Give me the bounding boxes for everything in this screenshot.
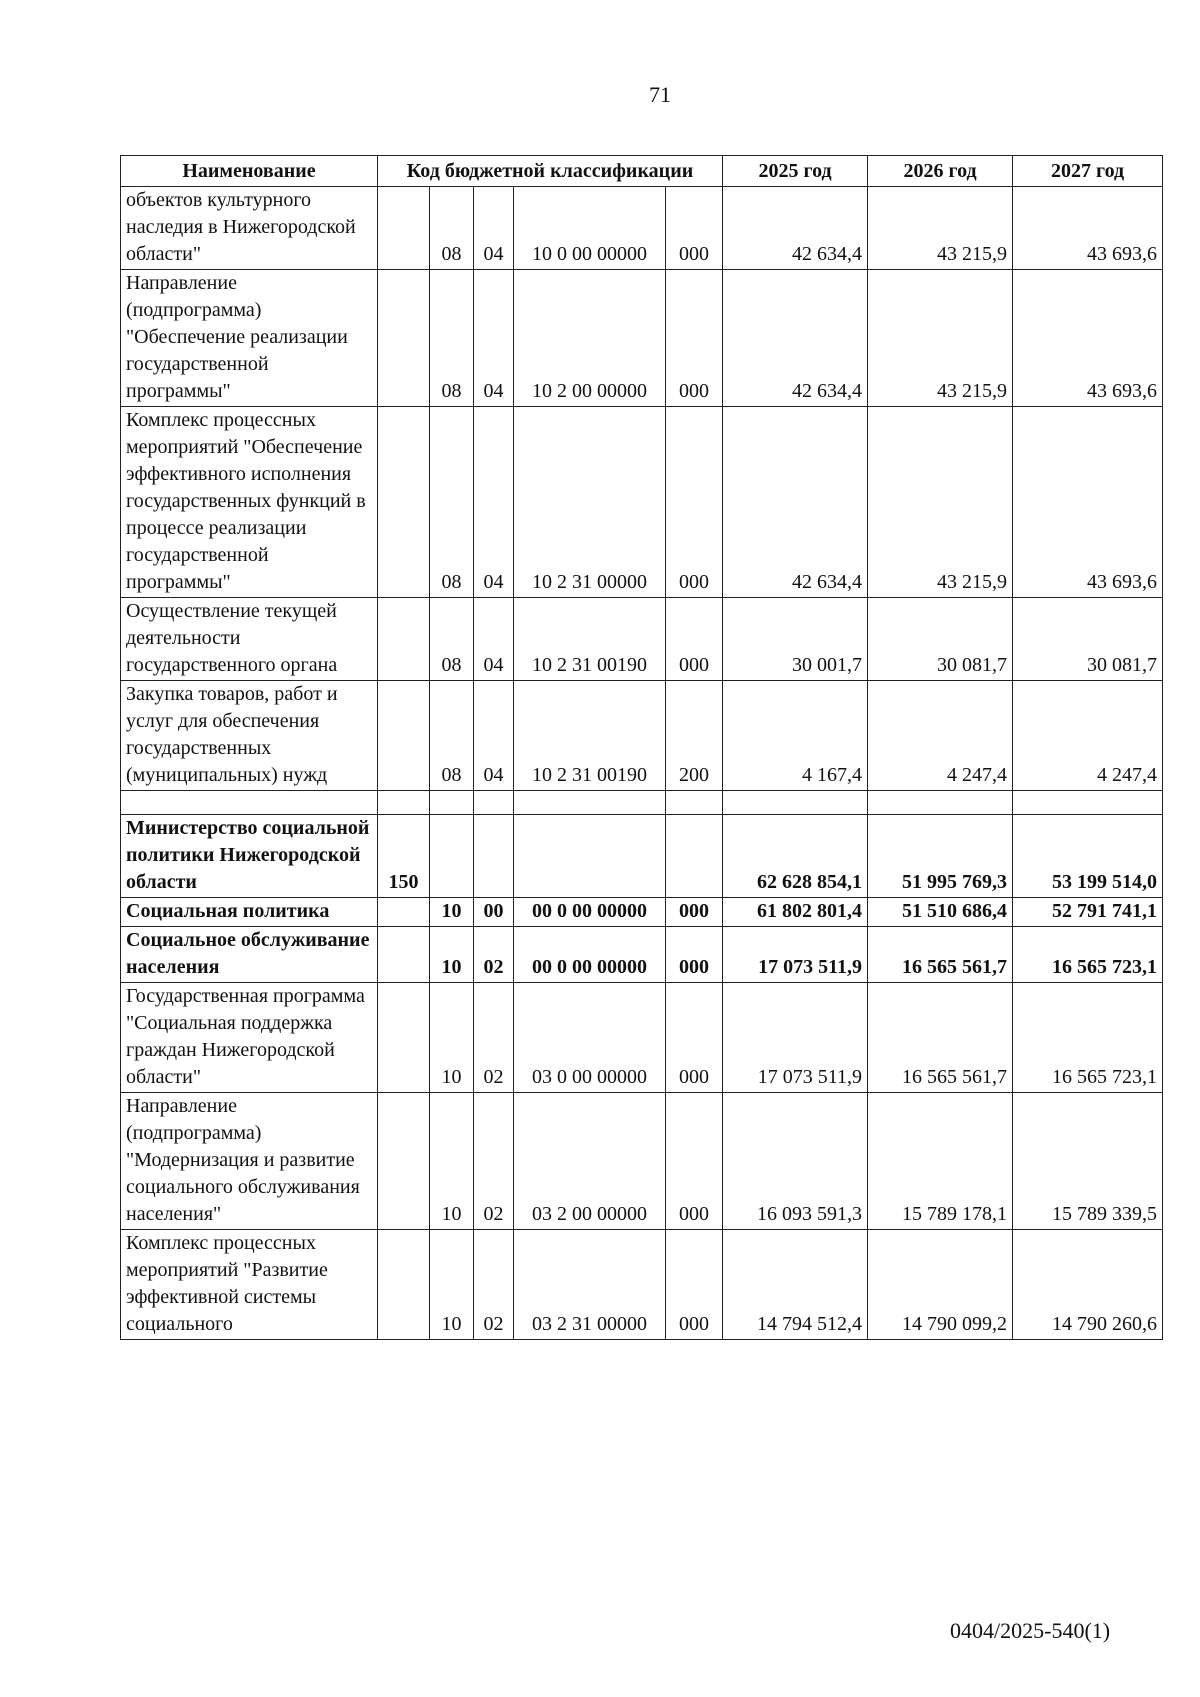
code-subsection: 02 (474, 1230, 514, 1340)
code-target: 00 0 00 00000 (514, 898, 666, 927)
value-2027: 43 693,6 (1013, 187, 1163, 270)
code-expense-type: 000 (666, 1230, 723, 1340)
table-row (121, 1093, 1163, 1230)
code-target (514, 791, 666, 815)
code-section: 08 (430, 598, 474, 681)
table-row (121, 1230, 1163, 1340)
code-subsection: 04 (474, 598, 514, 681)
code-section: 10 (430, 927, 474, 983)
code-section: 08 (430, 187, 474, 270)
code-target: 00 0 00 00000 (514, 927, 666, 983)
code-expense-type: 000 (666, 983, 723, 1093)
header-2026: 2026 год (868, 156, 1013, 187)
row-name (121, 791, 378, 815)
value-2027: 16 565 723,1 (1013, 927, 1163, 983)
value-2027: 16 565 723,1 (1013, 983, 1163, 1093)
table-row (121, 898, 1163, 927)
code-expense-type: 000 (666, 598, 723, 681)
value-2027: 52 791 741,1 (1013, 898, 1163, 927)
value-2025 (723, 791, 868, 815)
value-2025: 62 628 854,1 (723, 815, 868, 898)
code-subsection: 04 (474, 681, 514, 791)
value-2027: 53 199 514,0 (1013, 815, 1163, 898)
code-section: 10 (430, 983, 474, 1093)
value-2025: 61 802 801,4 (723, 898, 868, 927)
code-expense-type: 000 (666, 1093, 723, 1230)
header-code: Код бюджетной классификации (378, 156, 723, 187)
code-subsection: 04 (474, 407, 514, 598)
value-2026: 16 565 561,7 (868, 983, 1013, 1093)
code-section: 10 (430, 898, 474, 927)
code-admin (378, 1093, 430, 1230)
value-2026: 16 565 561,7 (868, 927, 1013, 983)
row-name: объектов культурного наследия в Нижегородской области" (121, 187, 378, 270)
code-target: 03 0 00 00000 (514, 983, 666, 1093)
value-2025: 17 073 511,9 (723, 927, 868, 983)
code-target: 10 2 31 00190 (514, 681, 666, 791)
value-2025: 42 634,4 (723, 270, 868, 407)
document-code: 0404/2025-540(1) (950, 1618, 1111, 1643)
code-expense-type: 000 (666, 270, 723, 407)
code-target (514, 815, 666, 898)
value-2025: 16 093 591,3 (723, 1093, 868, 1230)
header-name: Наименование (121, 156, 378, 187)
code-section: 10 (430, 1230, 474, 1340)
page-number: 71 (649, 82, 671, 107)
row-name: Осуществление текущей деятельности государственного органа (121, 598, 378, 681)
value-2027: 43 693,6 (1013, 407, 1163, 598)
code-admin (378, 598, 430, 681)
code-subsection: 02 (474, 1093, 514, 1230)
value-2026 (868, 791, 1013, 815)
row-name: Государственная программа "Социальная поддержка граждан Нижегородской области" (121, 983, 378, 1093)
value-2026: 15 789 178,1 (868, 1093, 1013, 1230)
code-target: 10 2 31 00190 (514, 598, 666, 681)
code-section: 08 (430, 681, 474, 791)
table-row (121, 927, 1163, 983)
table-row (121, 681, 1163, 791)
code-subsection (474, 815, 514, 898)
code-expense-type (666, 815, 723, 898)
row-name: Комплекс процессных мероприятий "Развитие эффективной системы социального (121, 1230, 378, 1340)
code-expense-type: 000 (666, 407, 723, 598)
value-2025: 17 073 511,9 (723, 983, 868, 1093)
code-admin (378, 681, 430, 791)
code-admin (378, 1230, 430, 1340)
table-row (121, 187, 1163, 270)
row-name: Социальная политика (121, 898, 378, 927)
table-row (121, 815, 1163, 898)
row-name: Направление (подпрограмма) "Обеспечение реализации государственной программы" (121, 270, 378, 407)
code-section: 08 (430, 270, 474, 407)
header-2027: 2027 год (1013, 156, 1163, 187)
code-admin (378, 927, 430, 983)
code-subsection: 02 (474, 927, 514, 983)
code-target: 10 2 00 00000 (514, 270, 666, 407)
value-2025: 42 634,4 (723, 187, 868, 270)
code-expense-type: 000 (666, 187, 723, 270)
table-body (121, 187, 1163, 1340)
code-expense-type: 000 (666, 927, 723, 983)
table-row (121, 983, 1163, 1093)
code-subsection: 04 (474, 270, 514, 407)
code-target: 03 2 00 00000 (514, 1093, 666, 1230)
code-section: 08 (430, 407, 474, 598)
value-2026: 51 510 686,4 (868, 898, 1013, 927)
value-2026: 51 995 769,3 (868, 815, 1013, 898)
value-2025: 14 794 512,4 (723, 1230, 868, 1340)
value-2027: 30 081,7 (1013, 598, 1163, 681)
table-row (121, 407, 1163, 598)
code-subsection: 04 (474, 187, 514, 270)
code-subsection: 00 (474, 898, 514, 927)
value-2027 (1013, 791, 1163, 815)
table-header-row (121, 156, 1163, 187)
row-name: Социальное обслуживание населения (121, 927, 378, 983)
value-2025: 30 001,7 (723, 598, 868, 681)
value-2027: 15 789 339,5 (1013, 1093, 1163, 1230)
table-row (121, 270, 1163, 407)
table-row (121, 598, 1163, 681)
code-admin (378, 791, 430, 815)
value-2026: 43 215,9 (868, 187, 1013, 270)
code-admin (378, 983, 430, 1093)
code-expense-type: 200 (666, 681, 723, 791)
value-2027: 43 693,6 (1013, 270, 1163, 407)
code-section (430, 815, 474, 898)
code-subsection: 02 (474, 983, 514, 1093)
code-target: 10 2 31 00000 (514, 407, 666, 598)
value-2027: 4 247,4 (1013, 681, 1163, 791)
value-2026: 43 215,9 (868, 270, 1013, 407)
value-2025: 42 634,4 (723, 407, 868, 598)
value-2026: 43 215,9 (868, 407, 1013, 598)
value-2026: 4 247,4 (868, 681, 1013, 791)
table-row (121, 791, 1163, 815)
row-name: Министерство социальной политики Нижегородской области (121, 815, 378, 898)
code-admin (378, 187, 430, 270)
row-name: Закупка товаров, работ и услуг для обеспечения государственных (муниципальных) нужд (121, 681, 378, 791)
value-2026: 14 790 099,2 (868, 1230, 1013, 1340)
code-target: 10 0 00 00000 (514, 187, 666, 270)
code-admin: 150 (378, 815, 430, 898)
value-2027: 14 790 260,6 (1013, 1230, 1163, 1340)
budget-table (120, 155, 1163, 1340)
code-admin (378, 898, 430, 927)
row-name: Комплекс процессных мероприятий "Обеспечение эффективного исполнения государственных функций в процессе реализации государственной программы" (121, 407, 378, 598)
code-expense-type: 000 (666, 898, 723, 927)
row-name: Направление (подпрограмма) "Модернизация и развитие социального обслуживания населения" (121, 1093, 378, 1230)
value-2026: 30 081,7 (868, 598, 1013, 681)
code-admin (378, 270, 430, 407)
code-expense-type (666, 791, 723, 815)
code-admin (378, 407, 430, 598)
code-subsection (474, 791, 514, 815)
code-section (430, 791, 474, 815)
header-2025: 2025 год (723, 156, 868, 187)
value-2025: 4 167,4 (723, 681, 868, 791)
code-section: 10 (430, 1093, 474, 1230)
code-target: 03 2 31 00000 (514, 1230, 666, 1340)
